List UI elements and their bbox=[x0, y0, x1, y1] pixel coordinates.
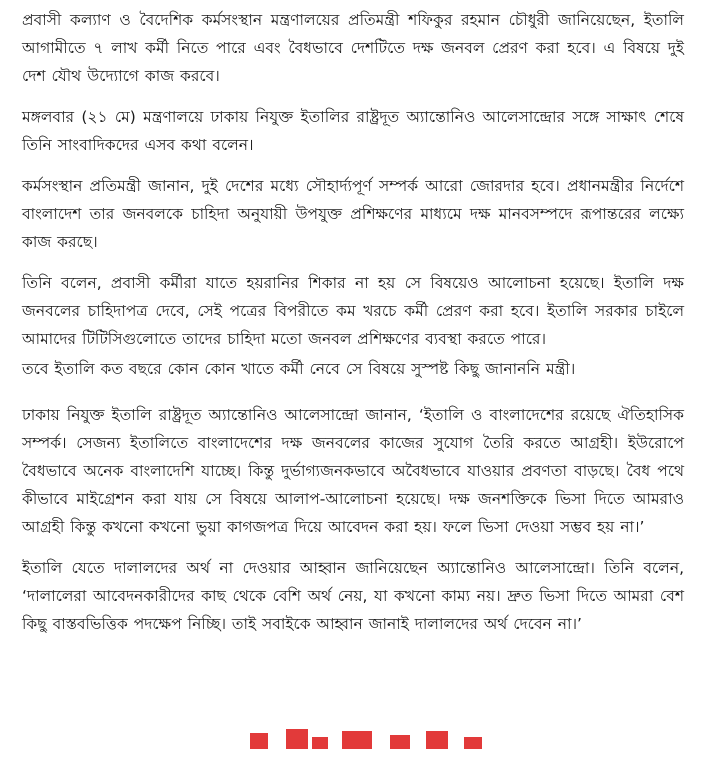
paragraph-4: তিনি বলেন, প্রবাসী কর্মীরা যাতে হয়রানির শিকার না হয় সে বিষয়েও আলোচনা হয়েছে। ইতালি দক্ষ জনবলের চাহিদাপত্র দেবে, সেই পত্রের বিপরীতে কম খরচে কর্মী প্রেরণ করা হবে। ইতালি সরকার চাইলে আমাদের টিটিসিগুলোতে তাদের চাহিদা মতো জনবল প্রশিক্ষণের ব্যবস্থা করতে পারে। bbox=[22, 274, 684, 348]
watermark-fragment-icon bbox=[250, 729, 510, 749]
paragraph-6: ঢাকায় নিযুক্ত ইতালি রাষ্ট্রদূত অ্যান্তোনিও আলেসান্দ্রো জানান, ‘ইতালি ও বাংলাদেশের রয়েছে ঐতিহাসিক সম্পর্ক। সেজন্য ইতালিতে বাংলাদেশের দক্ষ জনবলের কাজের সুযোগ তৈরি করতে আগ্রহী। ইউরোপে বৈধভাবে অনেক বাংলাদেশি যাচ্ছে। কিন্তু দুর্ভাগ্যজনকভাবে অবৈধভাবে যাওয়ার প্রবণতা বাড়ছে। বৈধ পথে কীভাবে মাইগ্রেশন করা যায় সে বিষয়ে আলাপ-আলোচনা হয়েছে। দক্ষ জনশক্তিকে ভিসা দিতে আমরাও আগ্রহী কিন্তু কখনো কখনো ভুয়া কাগজপত্র দিয়ে আবেদন করা হয়। ফলে ভিসা দেওয়া সম্ভব হয় না।’ bbox=[22, 406, 684, 536]
paragraph-7: ইতালি যেতে দালালদের অর্থ না দেওয়ার আহ্বান জানিয়েছেন অ্যান্তোনিও আলেসান্দ্রো। তিনি বলেন, ‘দালালেরা আবেদনকারীদের কাছ থেকে বেশি অর্থ নেয়, যা কখনো কাম্য নয়। দ্রুত ভিসা দিতে আমরা বেশ কিছু বাস্তবভিত্তিক পদক্ষেপ নিচ্ছি। তাই সবাইকে আহ্বান জানাই দালালদের অর্থ দেবেন না।’ bbox=[22, 559, 684, 633]
paragraph-3: কর্মসংস্থান প্রতিমন্ত্রী জানান, দুই দেশের মধ্যে সৌহার্দ্যপূর্ণ সম্পর্ক আরো জোরদার হবে। প্রধানমন্ত্রীর নির্দেশে বাংলাদেশ তার জনবলকে চাহিদা অনুযায়ী উপযুক্ত প্রশিক্ষণের মাধ্যমে দক্ষ মানবসম্পদে রূপান্তরের লক্ষ্যে কাজ করছে। bbox=[22, 177, 684, 251]
article-body bbox=[22, 6, 684, 651]
paragraph-2: মঙ্গলবার (২১ মে) মন্ত্রণালয়ে ঢাকায় নিযুক্ত ইতালির রাষ্ট্রদূত অ্যান্তোনিও আলেসান্দ্রোর সঙ্গে সাক্ষাৎ শেষে তিনি সাংবাদিকদের এসব কথা বলেন। bbox=[22, 108, 684, 154]
watermark-logo bbox=[250, 722, 510, 757]
paragraph-1: প্রবাসী কল্যাণ ও বৈদেশিক কর্মসংস্থান মন্ত্রণালয়ের প্রতিমন্ত্রী শফিকুর রহমান চৌধুরী জানিয়েছেন, ইতালি আগামীতে ৭ লাখ কর্মী নিতে পারে এবং বৈধভাবে দেশটিতে দক্ষ জনবল প্রেরণ করা হবে। এ বিষয়ে দুই দেশ যৌথ উদ্যোগে কাজ করবে। bbox=[22, 11, 684, 85]
paragraph-5: তবে ইতালি কত বছরে কোন কোন খাতে কর্মী নেবে সে বিষয়ে সুস্পষ্ট কিছু জানাননি মন্ত্রী। bbox=[22, 360, 576, 378]
